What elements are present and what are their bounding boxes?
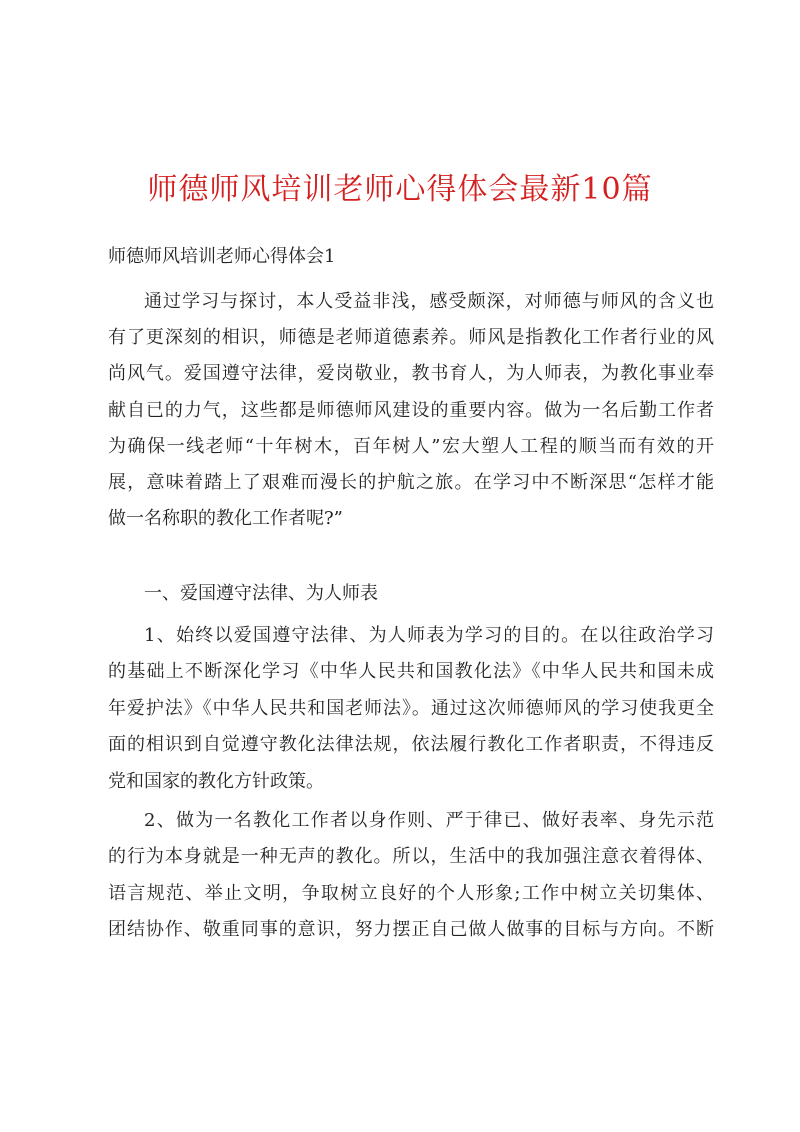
paragraph-line: 尚风气。爱国遵守法律，爱岗敬业，教书育人，为人师表，为教化事业奉: [108, 363, 714, 385]
paragraph-line: 年爱护法》《中华人民共和国老师法》。通过这次师德师风的学习使我更全: [108, 697, 714, 719]
paragraph-line: 2、做为一名教化工作者以身作则、严于律已、做好表率、身先示范: [144, 810, 714, 831]
paragraph-line: 1、始终以爱国遵守法律、为人师表为学习的目的。在以往政治学习: [144, 625, 714, 646]
paragraph-3: [108, 803, 714, 948]
paragraph-line: 的行为本身就是一种无声的教化。所以，生活中的我加强注意衣着得体、: [108, 846, 714, 868]
paragraph-line: 语言规范、举止文明，争取树立良好的个人形象;工作中树立关切集体、: [108, 882, 714, 904]
paragraph-line: 有了更深刻的相识，师德是老师道德素养。师风是指教化工作者行业的风: [108, 327, 714, 349]
paragraph-line: 的基础上不断深化学习《中华人民共和国教化法》《中华人民共和国未成: [108, 661, 714, 683]
paragraph-line: 做一名称职的教化工作者呢?”: [108, 508, 343, 530]
paragraph-line: 团结协作、敬重同事的意识，努力摆正自己做人做事的目标与方向。不断: [108, 918, 714, 940]
section-heading: 师德师风培训老师心得体会1: [108, 246, 336, 267]
paragraph-line: 献自已的力气，这些都是师德师风建设的重要内容。做为一名后勤工作者: [108, 399, 714, 421]
paragraph-line: 通过学习与探讨，本人受益非浅，感受颇深，对师德与师风的含义也: [144, 291, 714, 312]
paragraph-1: [108, 284, 714, 537]
paragraph-2: [108, 618, 714, 800]
paragraph-line: 为确保一线老师“十年树木，百年树人”宏大塑人工程的顺当而有效的开: [108, 435, 714, 457]
paragraph-line: 面的相识到自觉遵守教化法律法规，依法履行教化工作者职责，不得违反: [108, 734, 714, 756]
subsection-heading-text: 一、爱国遵守法律、为人师表: [144, 583, 378, 604]
paragraph-line: 党和国家的教化方针政策。: [108, 770, 324, 792]
paragraph-line: 展，意味着踏上了艰难而漫长的护航之旅。在学习中不断深思“怎样才能: [108, 472, 714, 494]
subsection-heading: [108, 576, 714, 612]
document-title: 师德师风培训老师心得体会最新10篇: [147, 172, 653, 207]
